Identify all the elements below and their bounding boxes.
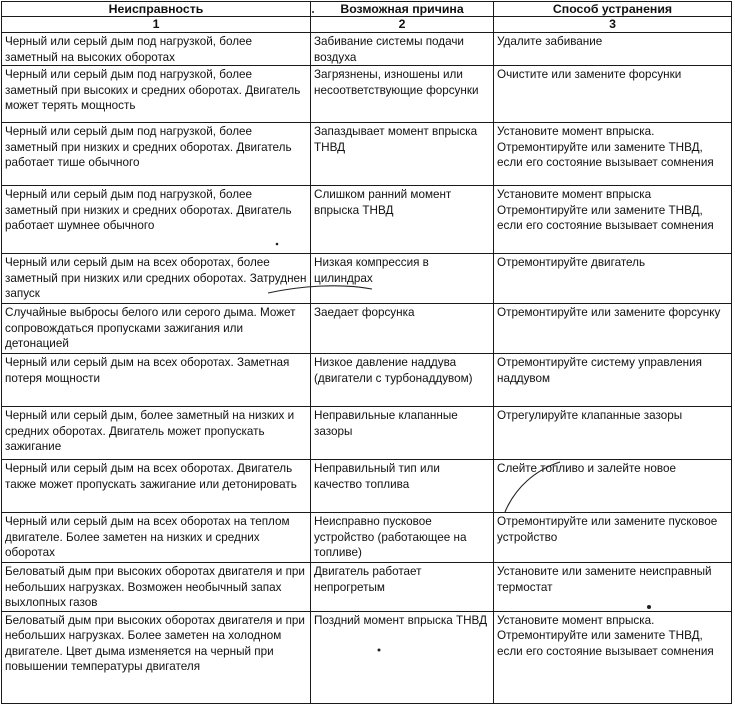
column-number: 3 (494, 17, 732, 33)
table-row (2, 304, 732, 354)
cause-cell: Заедает форсунка (311, 304, 494, 354)
cause-cell: Двигатель работает непрогретым (311, 563, 494, 612)
fault-cell: Черный или серый дым под нагрузкой, более заметный при низких и средних оборотах. Двигатель работает шумнее обычного (2, 186, 311, 254)
column-number-row (2, 17, 732, 33)
remedy-cell: Отремонтируйте систему управления наддувом (494, 354, 732, 407)
fault-cell: Черный или серый дым на всех оборотах. Заметная потеря мощности (2, 354, 311, 407)
cause-cell: Забивание системы подачи воздуха (311, 33, 494, 66)
table-row (2, 33, 732, 66)
cause-cell: Низкая компрессия в цилиндрах (311, 254, 494, 304)
fault-cell: Беловатый дым при высоких оборотах двигателя и при небольших нагрузках. Более заметен на холодном двигателе. Цвет дыма изменяется на черный при повышении температуры двигателя (2, 611, 311, 703)
remedy-cell: Установите момент впрыска. Отремонтируйте или замените ТНВД, если его состояние вызывает сомнения (494, 123, 732, 186)
cause-cell: Поздний момент впрыска ТНВД (311, 611, 494, 703)
header-fault: Неисправность (2, 2, 311, 17)
fault-cell: Черный или серый дым на всех оборотах. Двигатель также может пропускать зажигание или детонировать (2, 460, 311, 513)
remedy-cell: Установите момент впрыска Отремонтируйте или замените ТНВД, если его состояние вызывает сомнения (494, 186, 732, 254)
column-number: 2 (311, 17, 494, 33)
fault-cell: Случайные выбросы белого или серого дыма. Может сопровождаться пропусками зажигания или детонацией (2, 304, 311, 354)
fault-cell: Черный или серый дым на всех оборотах, более заметный при низких или средних оборотах. Затруднен запуск (2, 254, 311, 304)
fault-table (1, 1, 732, 704)
fault-cell: Беловатый дым при высоких оборотах двигателя и при небольших нагрузках. Возможен необычный запах выхлопных газов (2, 563, 311, 612)
table-row (2, 186, 732, 254)
cause-cell: Запаздывает момент впрыска ТНВД (311, 123, 494, 186)
remedy-cell: Слейте топливо и залейте новое (494, 460, 732, 513)
cause-cell: Неисправно пусковое устройство (работающее на топливе) (311, 513, 494, 563)
remedy-cell: Отремонтируйте или замените форсунку (494, 304, 732, 354)
remedy-cell: Установите момент впрыска. Отремонтируйте или замените ТНВД, если его состояние вызывает сомнения (494, 611, 732, 703)
remedy-cell: Очистите или замените форсунки (494, 66, 732, 123)
table-row (2, 460, 732, 513)
remedy-cell: Отрегулируйте клапанные зазоры (494, 407, 732, 460)
header-remedy: Способ устранения (494, 2, 732, 17)
table-row (2, 611, 732, 703)
cause-cell: Загрязнены, изношены или несоответствующие форсунки (311, 66, 494, 123)
fault-cell: Черный или серый дым под нагрузкой, более заметный при высоких и средних оборотах. Двигатель может терять мощность (2, 66, 311, 123)
cause-cell: Слишком ранний момент впрыска ТНВД (311, 186, 494, 254)
remedy-cell: Отремонтируйте двигатель (494, 254, 732, 304)
table-row (2, 254, 732, 304)
table-row (2, 513, 732, 563)
table-row (2, 563, 732, 612)
fault-cell: Черный или серый дым, более заметный на низких и средних оборотах. Двигатель может пропускать зажигание (2, 407, 311, 460)
remedy-cell: Установите или замените неисправный термостат (494, 563, 732, 612)
table-row (2, 123, 732, 186)
table-row (2, 354, 732, 407)
header-row (2, 2, 732, 17)
table-row (2, 407, 732, 460)
fault-cell: Черный или серый дым под нагрузкой, более заметный на высоких оборотах (2, 33, 311, 66)
remedy-cell: Отремонтируйте или замените пусковое устройство (494, 513, 732, 563)
fault-cell: Черный или серый дым на всех оборотах на теплом двигателе. Более заметен на низких и средних оборотах (2, 513, 311, 563)
table-row (2, 66, 732, 123)
remedy-cell: Удалите забивание (494, 33, 732, 66)
cause-cell: Неправильный тип или качество топлива (311, 460, 494, 513)
column-number: 1 (2, 17, 311, 33)
cause-cell: Низкое давление наддува (двигатели с турбонаддувом) (311, 354, 494, 407)
header-cause: Возможная причина (311, 2, 494, 17)
cause-cell: Неправильные клапанные зазоры (311, 407, 494, 460)
fault-cell: Черный или серый дым под нагрузкой, более заметный при низких и средних оборотах. Двигатель работает тише обычного (2, 123, 311, 186)
